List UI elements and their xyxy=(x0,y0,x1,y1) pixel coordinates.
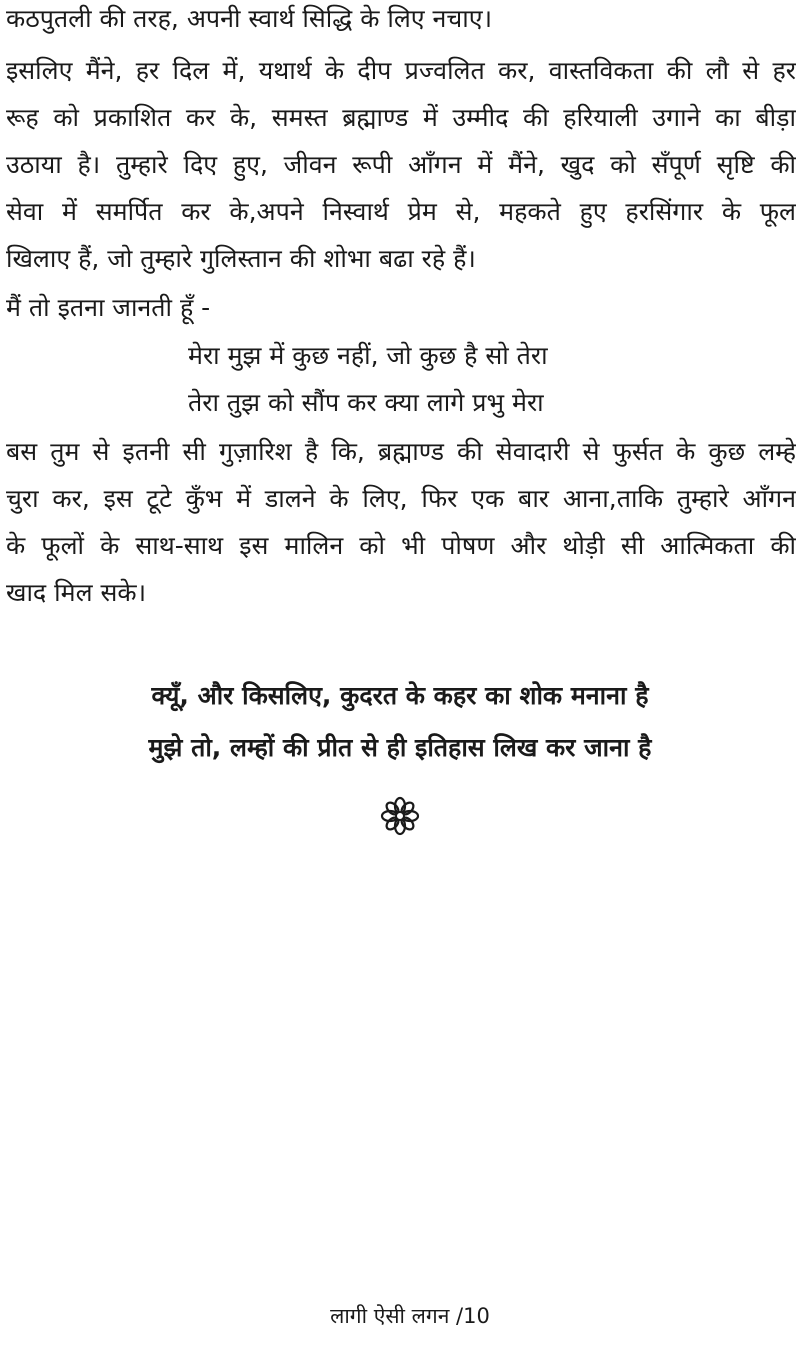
paragraph-line: खिलाए हैं, जो तुम्हारे गुलिस्तान की शोभा बढा रहे हैं। xyxy=(6,244,476,273)
paragraph-line: कठपुतली की तरह, अपनी स्वार्थ सिद्धि के लिए नचाए। xyxy=(6,4,493,33)
paragraph-line: रूह को प्रकाशित कर के, समस्त ब्रह्माण्ड में उम्मीद की हरियाली उगाने का बीड़ा xyxy=(6,103,796,132)
couplet-line: मुझे तो, लम्हों की प्रीत से ही इतिहास लिख कर जाना है xyxy=(148,733,652,762)
page-footer: लागी ऐसी लगन /10 xyxy=(330,1304,490,1328)
paragraph-line: उठाया है। तुम्हारे दिए हुए, जीवन रूपी आँगन में मैंने, खुद को सँपूर्ण सृष्टि की xyxy=(6,150,796,179)
flower-ornament-icon xyxy=(380,796,420,836)
paragraph-line: खाद मिल सके। xyxy=(6,578,147,607)
verse-line: मेरा मुझ में कुछ नहीं, जो कुछ है सो तेरा xyxy=(188,341,548,370)
couplet-line: क्यूँ, और किसलिए, कुदरत के कहर का शोक मनाना है xyxy=(151,681,649,710)
verse-line: तेरा तुझ को सौंप कर क्या लागे प्रभु मेरा xyxy=(188,388,544,417)
paragraph-line: चुरा कर, इस टूटे कुँभ में डालने के लिए, फिर एक बार आना,ताकि तुम्हारे आँगन xyxy=(6,484,796,513)
paragraph-line: सेवा में समर्पित कर के,अपने निस्वार्थ प्रेम से, महकते हुए हरसिंगार के फूल xyxy=(6,197,796,226)
paragraph-line: के फूलों के साथ-साथ इस मालिन को भी पोषण और थोड़ी सी आत्मिकता की xyxy=(6,531,796,560)
paragraph-line: इसलिए मैंने, हर दिल में, यथार्थ के दीप प्रज्वलित कर, वास्तविकता की लौ से हर xyxy=(6,56,796,85)
paragraph-line: मैं तो इतना जानती हूँ - xyxy=(6,293,211,322)
paragraph-line: बस तुम से इतनी सी गुज़ारिश है कि, ब्रह्माण्ड की सेवादारी से फुर्सत के कुछ लम्हे xyxy=(6,437,796,466)
